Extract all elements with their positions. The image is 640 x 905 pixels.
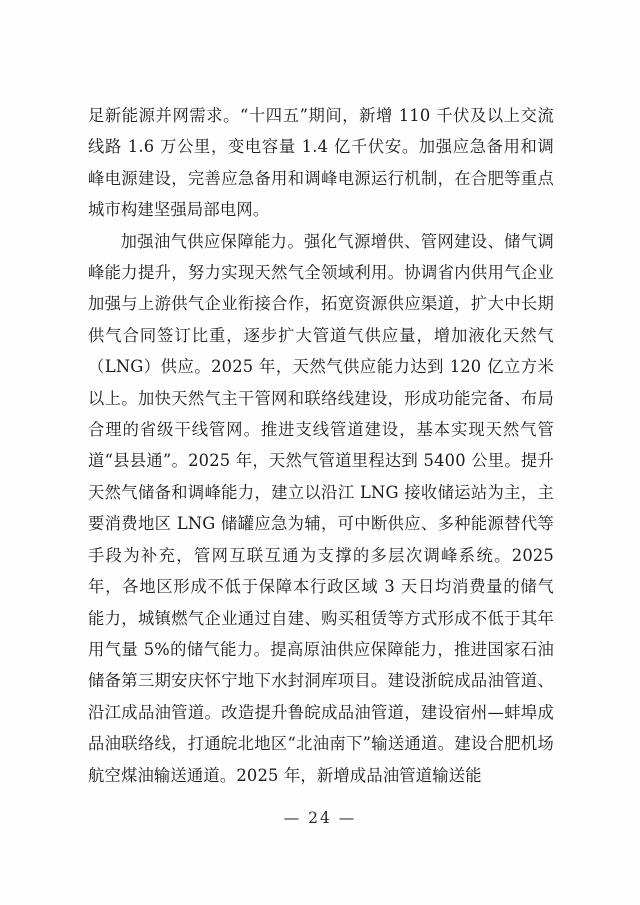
paragraph-oil-gas-supply: 加强油气供应保障能力。强化气源增供、管网建设、储气调峰能力提升，努力实现天然气全领域利用。协调省内供用气企业加强与上游供气企业衔接合作，拓宽资源供应渠道，扩大中长期供气合同签订比重，逐步扩大管道气供应量，增加液化天然气（LNG）供应。2025 年，天然气供应能力达到 120 亿立方米以上。加快天然气主干管网和联络线建设，形成功能完备、布局合理的省级干线管网。推进支线管道建设，基本实现天然气管道“县县通”。2025 年，天然气管道里程达到 5400 公里。提升天然气储备和调峰能力，建立以沿江 LNG 接收储运站为主，主要消费地区 LNG 储罐应急为辅，可中断供应、多种能源替代等手段为补充，管网互联互通为支撑的多层次调峰系统。2025 年，各地区形成不低于保障本行政区域 3 天日均消费量的储气能力，城镇燃气企业通过自建、购买租赁等方式形成不低于其年用气量 5%的储气能力。提高原油供应保障能力，推进国家石油储备第三期安庆怀宁地下水封洞库项目。建设浙皖成品油管道、沿江成品油管道。改造提升鲁皖成品油管道，建设宿州—蚌埠成品油联络线，打通皖北地区“北油南下”输送通道。建设合肥机场航空煤油输送通道。2025 年，新增成品油管道输送能 <box>88 231 554 785</box>
page-number: — 24 — <box>283 809 357 827</box>
page-text-body <box>88 100 554 791</box>
paragraph-continued: 足新能源并网需求。“十四五”期间，新增 110 千伏及以上交流线路 1.6 万公里，变电容量 1.4 亿千伏安。加强应急备用和调峰电源建设，完善应急备用和调峰电源运行机制，在合肥等重点城市构建坚强局部电网。 <box>88 106 554 220</box>
page-footer <box>0 808 640 827</box>
